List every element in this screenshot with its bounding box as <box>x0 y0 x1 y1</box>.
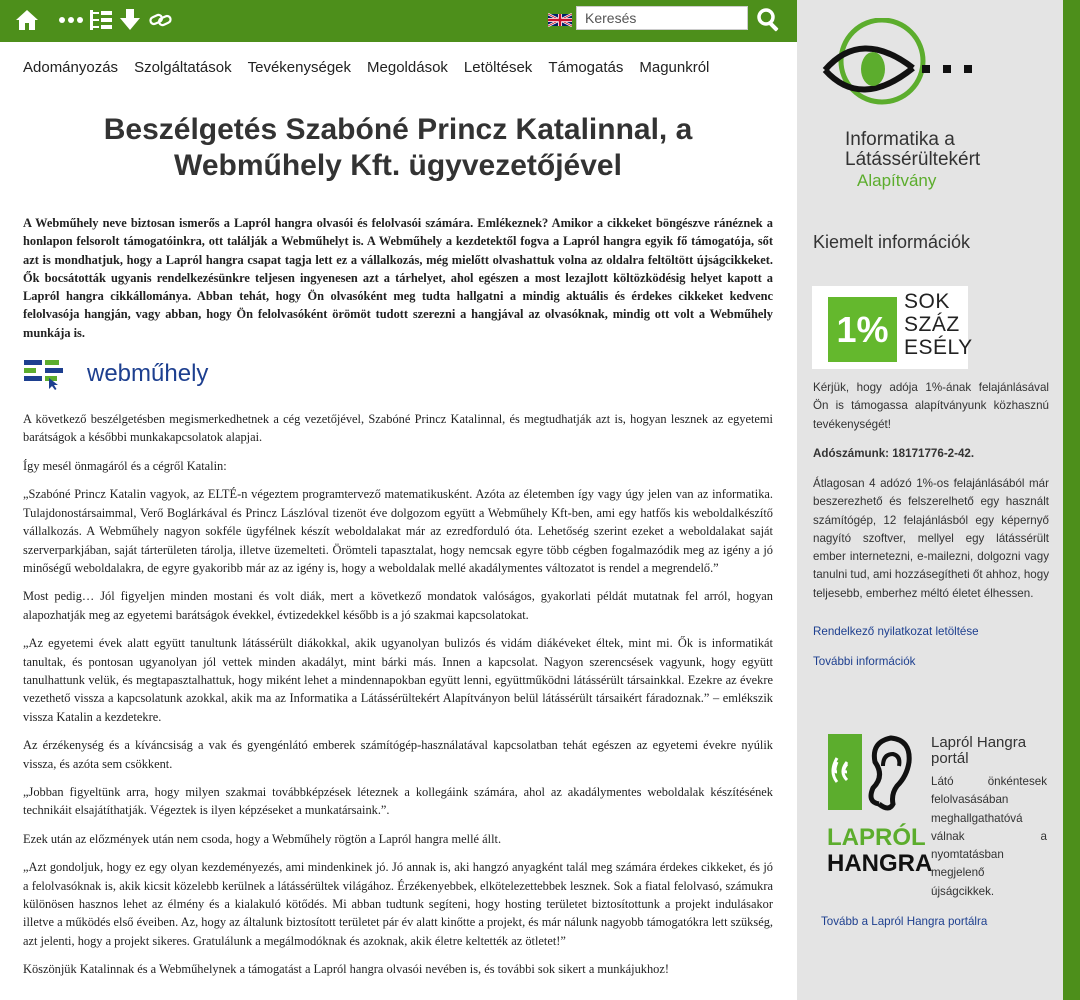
article-paragraph: „Jobban figyeltünk arra, hogy milyen szakmai továbbképzések léteznek a kollegáink számára, ahol az akadálymentes weboldalak készítésének technikáit elsajátíthatják. Végeztek is ilyen képzéseket a munkatársaink.”. <box>23 784 773 818</box>
article-paragraph: Így mesél önmagáról és a cégről Katalin: <box>23 458 227 473</box>
declaration-download-link[interactable]: Rendelkező nyilatkozat letöltése <box>813 625 979 638</box>
article-paragraph: Az érzékenység és a kíváncsiság a vak és gyengénlátó emberek számítógép-használatával kapcsolatban tehát egészen az egyetemi évekre nyúlik vissza, és azóta sem csökkent. <box>23 738 773 771</box>
article <box>23 112 773 989</box>
one-percent-badge: 1% <box>828 297 897 362</box>
dots-icon[interactable] <box>58 6 88 34</box>
laprol-word: LAPRÓL <box>827 824 926 851</box>
laprol-hangra-text: Látó önkéntesek felolvasásában meghallgathatóvá válnak a nyomtatásban megjelenő újságcikkek. <box>931 775 1047 898</box>
laprol-hangra-logo-text <box>827 824 933 877</box>
article-paragraph: „Azt gondoljuk, hogy ez egy olyan kezdeményezés, ami mindenkinek jó. Jó annak is, aki hangzó anyagként talál meg számára érdekes cikkeket, és jó a felolvasóknak is, akik kicsit közelebb kerülnek a látássérültek világához. Érzékenyebbek, elkötelezettebbek lesznek. Sok a fiatal felolvasó, számukra különösen hasznos lehet az élmény és a kialakuló kötődés. Mi abban tudtunk segíteni, hogy hosting területet biztosítottunk a projekt indulásakor illetve a működés első éveiben. Az, hogy az általunk biztosított területet pár év alatt kinőtte a projekt, és már nálunk nagyobb támogatókra lett szükség, azt jelenti, hogy a projekt sikeres. Gratulálunk a megálmodóknak és azoknak, akik életre keltették az ötletet!” <box>23 860 773 948</box>
magnifier-icon[interactable] <box>756 6 782 34</box>
sidebar <box>797 0 1063 1000</box>
more-info-link[interactable]: További információk <box>813 655 916 668</box>
page-title: Beszélgetés Szabóné Princz Katalinnal, a Webműhely Kft. ügyvezetőjével <box>103 113 693 182</box>
nav-item-tevekenysegek[interactable]: Tevékenységek <box>247 59 352 76</box>
article-paragraph: Ezek után az előzmények után nem csoda, hogy a Webműhely rögtön a Lapról hangra mellé állt. <box>23 831 502 846</box>
nav-item-megoldasok[interactable]: Megoldások <box>367 59 448 76</box>
one-percent-text: Kérjük, hogy adója 1%-ának felajánlásával Ön is támogassa alapítványunk közhasznú tevékenységét! <box>813 381 1049 431</box>
main-navigation <box>23 59 725 76</box>
article-paragraph: A következő beszélgetésben megismerkedhetnek a cég vezetőjével, Szabóné Princz Katalinnal, és megtudhatják azt is, hogyan lesznek az egyetemi barátságok a későbbi munkakapcsolatok alapjai. <box>23 412 773 445</box>
one-percent-word: ESÉLY <box>904 336 973 359</box>
ear-sound-icon <box>827 732 913 812</box>
hangra-word: HANGRA <box>827 850 933 877</box>
nav-item-letoltesek[interactable]: Letöltések <box>463 59 533 76</box>
featured-info-heading: Kiemelt információk <box>813 232 971 252</box>
nav-item-magunkrol[interactable]: Magunkról <box>639 59 710 76</box>
right-edge-bar <box>1063 0 1080 1000</box>
home-icon[interactable] <box>14 6 40 34</box>
foundation-name: Informatika a Látássérültekért <box>845 129 981 170</box>
article-intro: A Webműhely neve biztosan ismerős a Lapról hangra olvasói és felolvasói számára. Emlékeznek? Amikor a cikkeket böngészve ránéznek a honlapon felsorolt támogatóinkra, ott találják a Webműhelyt is. A Webműhely a kezdetektől fogva a Lapról hangra egyik fő támogatója, sőt azt is mondhatjuk, hogy a Lapról hangra csapat tagja lett ez a vállalkozás, még mielőtt olvashattuk volna az oldalra feltöltött újságcikkeket. Ők bocsátották ugyanis rendelkezésünkre teljesen ingyenesen azt a tárhelyet, ahol egészen a most lezajlott költözködésig helyet kapott a Lapról hangra cikkállománya. Abban tehát, hogy Ön olvasóként meg tudta hallgatni a mindig aktuális és érdekes cikkeket kedvenc felolvasója hangján, vagy abban, hogy Ön felolvasóként örömöt tudott szerezni a hangjával az olvasóknak, mindig ott volt a Webműhely munkája is. <box>23 216 773 340</box>
foundation-eye-logo-icon[interactable] <box>821 18 981 108</box>
nav-item-adomanyozas[interactable]: Adományozás <box>23 59 119 76</box>
download-icon[interactable] <box>119 6 141 34</box>
one-percent-banner[interactable] <box>812 286 973 369</box>
sitemap-icon[interactable] <box>89 6 113 34</box>
webmuhely-logo-text: webműhely <box>87 360 209 388</box>
article-paragraph: Köszönjük Katalinnak és a Webműhelynek a támogatást a Lapról hangra olvasói nevében is, és további sok sikert a munkájukhoz! <box>23 962 670 977</box>
nav-item-szolgaltatasok[interactable]: Szolgáltatások <box>134 59 232 76</box>
one-percent-word: SZÁZ <box>904 313 960 336</box>
article-paragraph: „Szabóné Princz Katalin vagyok, az ELTÉ-n végeztem programtervező matematikusként. Azóta az életemben így vagy úgy jelen van az informatika. Tulajdonostársaimmal, Verő Boglárkával és Princz Lászlóval tizenöt éve dolgozom együtt a Webműhely Kft-ben, ami egy hatfős kis weboldalkészítő vállalkozás. A Webműhely nagyon sokféle ügyfélnek készít weboldalakat már az ezredforduló óta. Lehetőség szerint ezeket a weboldalakat saját szerverparkjában, saját tárterületen tárolja, illetve üzemelteti. Örömteli tapasztalat, hogy nemcsak egyre több cégben fogalmazódik meg az igény a jó minőségű weboldalakra, de egyre gyakoribb már az az igény is, hogy a weboldalak mellé akadálymentes változatot is rendel a megrendelő.” <box>23 487 773 575</box>
nav-item-tamogatas[interactable]: Támogatás <box>548 59 624 76</box>
laprol-hangra-portal-link[interactable]: Tovább a Lapról Hangra portálra <box>821 915 988 928</box>
laprol-hangra-logo[interactable] <box>827 732 933 877</box>
one-percent-words <box>904 290 973 359</box>
article-paragraph: Most pedig… Jól figyeljen minden mostani és volt diák, mert a következő mondatok valóságos, gyakorlati példát mutatnak fel arról, hogyan alapozhatják meg az egyetemi barátságok évekkel, évtizedekkel később is a jó szakmai kapcsolatokat. <box>23 589 773 622</box>
one-percent-word: SOK <box>904 290 950 313</box>
article-paragraph: „Az egyetemi évek alatt együtt tanultunk látássérült diákokkal, akik ugyanolyan bulizós és vidám diákéveket éltek, mint mi. Ők is informatikát tanultak, és pontosan ugyanolyan jól vettek minden akadályt, mint bárki más. Innen a kapcsolat. Nagyon szerencsések vagyunk, hogy együtt tanulhattunk velük, és megtapasztalhattuk, hogy miként lehet a mindennapokban együtt lenni, együttműködni látássérült társainkkal. Ezekre az évekre vezethető vissza a kapcsolatunk azokkal, akik ma az Informatika a Látássérültekért Alapítványon belül látássérült társaikért fáradoznak.” – emlékszik vissza Katalin a kezdetekre. <box>23 636 773 724</box>
laprol-hangra-title: Lapról Hangra portál <box>931 734 1027 767</box>
webmuhely-logo-icon <box>23 358 85 390</box>
top-toolbar <box>0 0 797 42</box>
webmuhely-logo <box>23 356 773 392</box>
uk-flag-icon[interactable] <box>548 6 572 34</box>
foundation-subtitle: Alapítvány <box>857 171 937 190</box>
link-icon[interactable] <box>148 6 174 34</box>
one-percent-explanation: Átlagosan 4 adózó 1%-os felajánlásából már beszerezhető és felszerelhető egy használt számítógép, 12 felajánlásból egy képernyő nagyító szoftver, mellyel egy látássérült ember internetezni, e-mailezni, dolgozni vagy tanulni tud, ami hozzásegítheti őt ahhoz, hogy teljesebb, emberhez méltó életet élhessen. <box>813 477 1049 600</box>
tax-number: Adószámunk: 18171776-2-42. <box>813 447 975 460</box>
search-input[interactable] <box>576 6 748 30</box>
